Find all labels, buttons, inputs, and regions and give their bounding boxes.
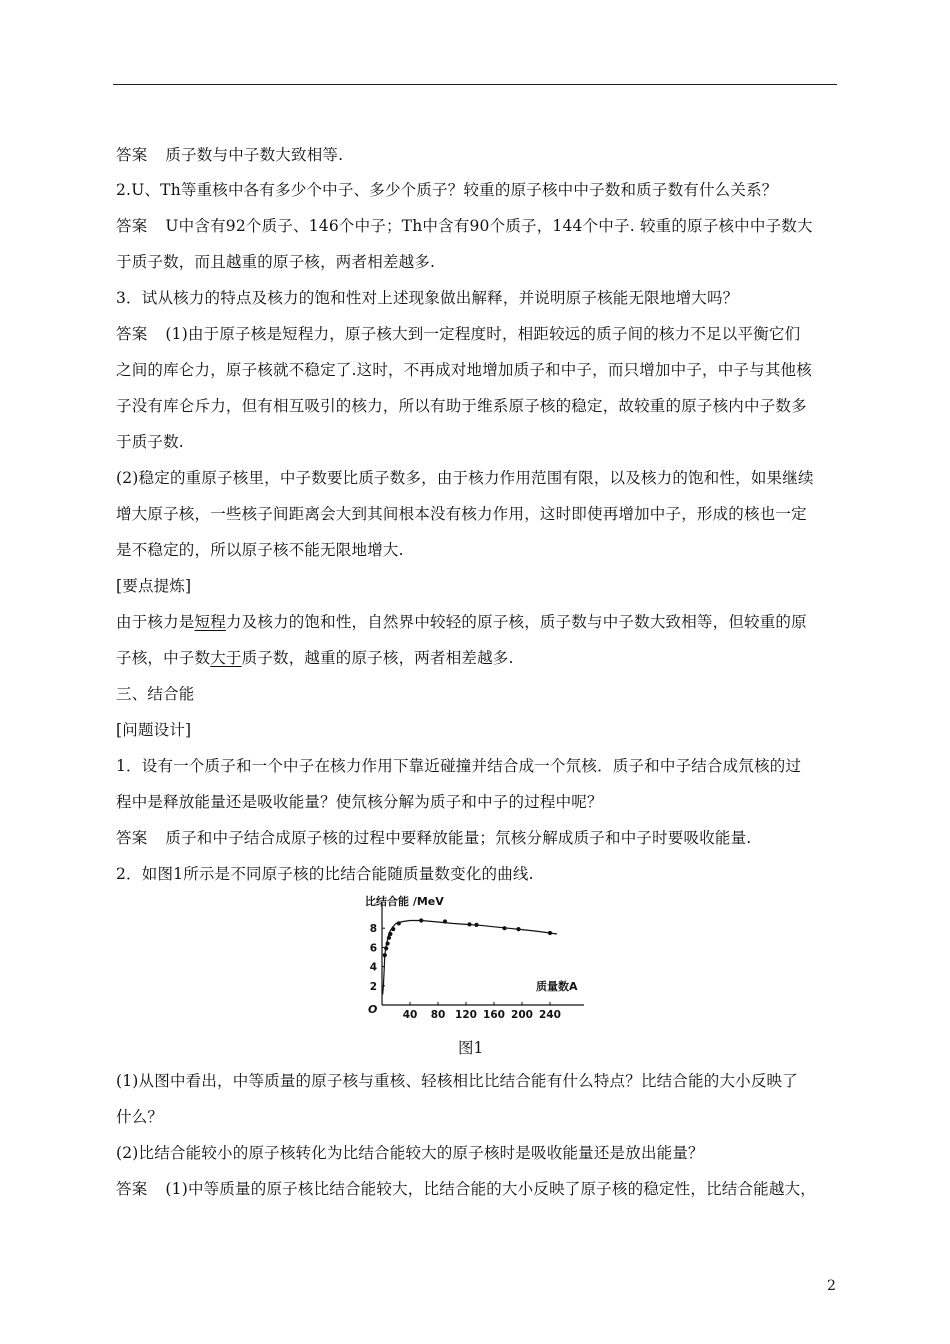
text-run: 质子数，越重的原子核，两者相差越多. (241, 649, 514, 667)
binding-energy-chart (360, 890, 590, 1018)
question-b2-1: (1)从图中看出，中等质量的原子核与重核、轻核相比比结合能有什么特点？比结合能的大小反映了 (116, 1072, 798, 1090)
x-tick-label: 80 (430, 1009, 446, 1018)
answer-text: 质子数与中子数大致相等. (165, 146, 344, 164)
data-point (391, 927, 395, 931)
x-tick-label: 200 (511, 1009, 533, 1018)
key-points-text-2 (116, 648, 514, 668)
data-point (443, 919, 447, 923)
answer-label: 答案 (116, 217, 148, 235)
section-heading-binding-energy: 三、结合能 (116, 685, 195, 703)
y-tick-label: 8 (369, 923, 377, 936)
answer-label: 答案 (116, 325, 148, 343)
data-point (516, 927, 520, 931)
y-tick-label: 2 (369, 980, 377, 993)
x-tick-label: 240 (539, 1009, 561, 1018)
text-run: 由于核力是 (116, 613, 195, 631)
answer-3-part2-cont-2: 是不稳定的，所以原子核不能无限地增大. (116, 541, 404, 559)
answer-3 (116, 324, 800, 344)
answer-label: 答案 (116, 146, 148, 164)
answer-3-part2: (2)稳定的重原子核里，中子数要比质子数多，由于核力作用范围有限，以及核力的饱和性，如果继续 (116, 469, 814, 487)
chart-svg (360, 890, 590, 1018)
answer-label: 答案 (116, 829, 148, 847)
data-point (383, 953, 387, 957)
key-points-text-1 (116, 612, 807, 632)
y-tick-label: 4 (369, 961, 377, 974)
y-tick-label: 6 (369, 942, 377, 955)
answer-3-cont-3: 于质子数. (116, 433, 184, 451)
answer-3-part2-cont-1: 增大原子核，一些核子间距离会大到其间根本没有核力作用，这时即使再增加中子，形成的核也一定 (116, 505, 807, 523)
answer-2 (116, 216, 813, 236)
question-b2-1-cont: 什么？ (116, 1108, 164, 1126)
data-point (467, 922, 471, 926)
question-2: 2.U、Th等重核中各有多少个中子、多少个质子？较重的原子核中中子数和质子数有什么关系？ (116, 181, 778, 199)
answer-text: U中含有92个质子、146个中子；Th中含有90个质子，144个中子. 较重的原子核中中子数大 (165, 217, 813, 235)
answer-1 (116, 145, 343, 165)
question-3: 3．试从核力的特点及核力的饱和性对上述现象做出解释，并说明原子核能无限地增大吗？ (116, 289, 739, 307)
x-axis-label: 质量数A (536, 980, 578, 993)
x-tick-label: 160 (483, 1009, 505, 1018)
x-tick-label: 40 (402, 1009, 418, 1018)
data-point (502, 926, 506, 930)
answer-text: 质子和中子结合成原子核的过程中要释放能量；氘核分解成质子和中子时要吸收能量. (165, 829, 752, 847)
binding-energy-curve (383, 921, 557, 995)
data-point (388, 932, 392, 936)
data-point (419, 918, 423, 922)
section-problem-design: [问题设计] (116, 721, 192, 739)
data-point (386, 941, 390, 945)
text-run: 子核，中子数 (116, 649, 211, 667)
x-tick-label: 120 (455, 1009, 477, 1018)
answer-3-cont-2: 子没有库仑斥力，但有相互吸引的核力，所以有助于维系原子核的稳定，故较重的原子核内中子数多 (116, 397, 807, 415)
header-rule (113, 84, 837, 85)
section-key-points: [要点提炼] (116, 577, 192, 595)
answer-2-cont: 于质子数，而且越重的原子核，两者相差越多. (116, 253, 436, 271)
data-point (397, 921, 401, 925)
question-b2: 2．如图1所示是不同原子核的比结合能随质量数变化的曲线. (116, 865, 534, 883)
question-b1-cont: 程中是释放能量还是吸收能量？使氘核分解为质子和中子的过程中呢？ (116, 793, 603, 811)
answer-b1 (116, 828, 751, 848)
data-point (548, 931, 552, 935)
origin-label: O (368, 1003, 378, 1016)
underlined-term: 短程 (194, 613, 226, 631)
page-number: 2 (827, 1278, 836, 1294)
data-point (387, 936, 391, 940)
data-point (474, 923, 478, 927)
data-point (384, 946, 388, 950)
question-b1: 1．设有一个质子和一个中子在核力作用下靠近碰撞并结合成一个氘核．质子和中子结合成氘核的过 (116, 757, 802, 775)
text-run: 力及核力的饱和性，自然界中较轻的原子核，质子数与中子数大致相等，但较重的原 (225, 613, 807, 631)
figure-caption: 图1 (458, 1039, 484, 1057)
y-axis-label: 比结合能 /MeV (365, 895, 444, 908)
answer-b2 (116, 1179, 816, 1199)
answer-label: 答案 (116, 1180, 148, 1198)
question-b2-2: (2)比结合能较小的原子核转化为比结合能较大的原子核时是吸收能量还是放出能量？ (116, 1144, 704, 1162)
answer-text: (1)由于原子核是短程力，原子核大到一定程度时，相距较远的质子间的核力不足以平衡它们 (165, 325, 801, 343)
answer-3-cont-1: 之间的库仑力，原子核就不稳定了.这时，不再成对地增加质子和中子，而只增加中子，中子与其他核 (116, 361, 812, 379)
answer-text: (1)中等质量的原子核比结合能较大，比结合能的大小反映了原子核的稳定性，比结合能越大， (165, 1180, 816, 1198)
underlined-term: 大于 (210, 649, 242, 667)
